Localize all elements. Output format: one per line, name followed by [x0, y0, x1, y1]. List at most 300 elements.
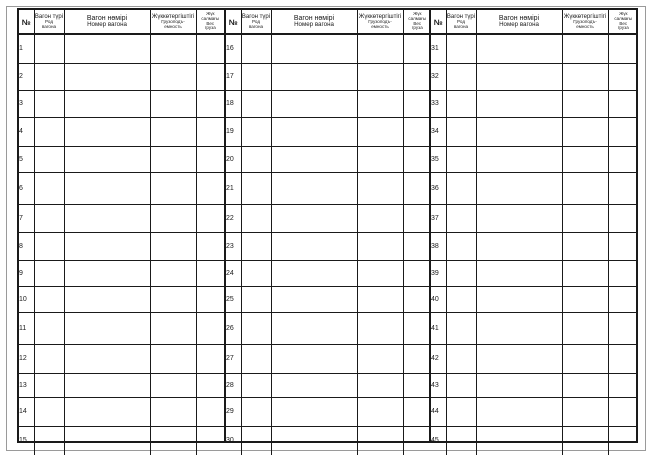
wagon-type-cell[interactable] [446, 232, 476, 260]
header-cargo-weight-kz: Жүк [413, 11, 422, 17]
table-row [19, 397, 224, 426]
header-capacity [562, 10, 608, 34]
wagon-number-cell[interactable] [64, 397, 150, 426]
wagon-type-cell[interactable] [446, 426, 476, 455]
header-cargo-weight [196, 10, 224, 34]
cargo-weight-cell[interactable] [608, 146, 638, 172]
header-wagon-number-ru: Номер вагона [294, 20, 334, 28]
cargo-weight-cell[interactable] [403, 117, 431, 146]
capacity-cell[interactable] [150, 34, 196, 63]
wagon-number-cell[interactable] [64, 117, 150, 146]
wagon-number-cell[interactable] [64, 63, 150, 90]
wagon-number-cell[interactable] [476, 286, 562, 312]
header-capacity-ru: Грузоподъ- [573, 18, 597, 24]
cargo-weight-cell[interactable] [196, 373, 224, 397]
header-wagon-type-ru: Род [457, 18, 465, 24]
capacity-cell[interactable] [357, 117, 403, 146]
capacity-cell[interactable] [150, 397, 196, 426]
row-number: 23 [226, 232, 241, 260]
cargo-weight-cell[interactable] [608, 232, 638, 260]
table-row [431, 117, 638, 146]
wagon-list-form [17, 8, 638, 443]
wagon-number-cell[interactable] [476, 204, 562, 232]
table-row [19, 34, 224, 63]
wagon-number-cell[interactable] [271, 312, 357, 344]
header-number: № [431, 10, 446, 34]
wagon-type-cell[interactable] [34, 34, 64, 63]
cargo-weight-cell[interactable] [196, 312, 224, 344]
cargo-weight-cell[interactable] [403, 90, 431, 117]
header-row [226, 10, 431, 34]
wagon-number-cell[interactable] [271, 373, 357, 397]
row-number: 21 [226, 172, 241, 204]
cargo-weight-cell[interactable] [196, 286, 224, 312]
capacity-cell[interactable] [562, 232, 608, 260]
cargo-weight-cell[interactable] [608, 260, 638, 286]
table-row [19, 260, 224, 286]
row-number: 15 [19, 426, 34, 455]
table-row [19, 172, 224, 204]
wagon-type-cell[interactable] [241, 232, 271, 260]
header-wagon-type-ru: вагона [248, 23, 264, 29]
capacity-cell[interactable] [150, 90, 196, 117]
header-number: № [226, 10, 241, 34]
table-row [19, 232, 224, 260]
capacity-cell[interactable] [562, 426, 608, 455]
cargo-weight-cell[interactable] [403, 146, 431, 172]
wagon-number-cell[interactable] [271, 90, 357, 117]
wagon-number-cell[interactable] [64, 172, 150, 204]
cargo-weight-cell[interactable] [403, 373, 431, 397]
wagon-type-cell[interactable] [446, 312, 476, 344]
capacity-cell[interactable] [357, 344, 403, 373]
cargo-weight-cell[interactable] [608, 397, 638, 426]
wagon-number-cell[interactable] [476, 172, 562, 204]
row-number: 9 [19, 260, 34, 286]
header-cargo-weight [608, 10, 638, 34]
wagon-type-cell[interactable] [34, 426, 64, 455]
wagon-type-cell[interactable] [241, 286, 271, 312]
header-cargo-weight-ru: Вес [413, 20, 422, 26]
capacity-cell[interactable] [150, 63, 196, 90]
row-number: 24 [226, 260, 241, 286]
wagon-number-cell[interactable] [271, 286, 357, 312]
header-wagon-type [446, 10, 476, 34]
header-cargo-weight-ru: Вес [619, 20, 628, 26]
table-row [226, 373, 431, 397]
row-number: 20 [226, 146, 241, 172]
capacity-cell[interactable] [357, 34, 403, 63]
capacity-cell[interactable] [150, 286, 196, 312]
header-wagon-number [476, 10, 562, 34]
header-cargo-weight-ru: груза [204, 25, 216, 31]
capacity-cell[interactable] [357, 426, 403, 455]
capacity-cell[interactable] [150, 344, 196, 373]
header-wagon-number-kz: Вагон нөмірі [498, 14, 540, 22]
wagon-type-cell[interactable] [241, 34, 271, 63]
cargo-weight-cell[interactable] [196, 146, 224, 172]
cargo-weight-cell[interactable] [608, 373, 638, 397]
wagon-number-cell[interactable] [476, 260, 562, 286]
header-cargo-weight-kz: салмағы [408, 15, 427, 21]
capacity-cell[interactable] [562, 286, 608, 312]
header-wagon-type-ru: Род [45, 18, 53, 24]
wagon-number-cell[interactable] [476, 34, 562, 63]
capacity-cell[interactable] [150, 172, 196, 204]
wagon-type-cell[interactable] [241, 397, 271, 426]
table-row [19, 90, 224, 117]
wagon-number-cell[interactable] [476, 63, 562, 90]
cargo-weight-cell[interactable] [196, 172, 224, 204]
wagon-number-cell[interactable] [476, 146, 562, 172]
wagon-type-cell[interactable] [446, 204, 476, 232]
wagon-type-cell[interactable] [446, 172, 476, 204]
wagon-number-cell[interactable] [476, 426, 562, 455]
wagon-number-cell[interactable] [64, 312, 150, 344]
cargo-weight-cell[interactable] [196, 204, 224, 232]
table-row [226, 63, 431, 90]
table-row [226, 344, 431, 373]
row-number: 26 [226, 312, 241, 344]
wagon-number-cell[interactable] [64, 426, 150, 455]
cargo-weight-cell[interactable] [608, 34, 638, 63]
row-number: 1 [19, 34, 34, 63]
row-number: 41 [431, 312, 446, 344]
capacity-cell[interactable] [357, 397, 403, 426]
cargo-weight-cell[interactable] [403, 232, 431, 260]
wagon-number-cell[interactable] [476, 117, 562, 146]
wagon-number-cell[interactable] [271, 117, 357, 146]
wagon-number-cell[interactable] [64, 34, 150, 63]
capacity-cell[interactable] [562, 397, 608, 426]
capacity-cell[interactable] [150, 117, 196, 146]
wagon-number-cell[interactable] [476, 312, 562, 344]
wagon-type-cell[interactable] [446, 373, 476, 397]
cargo-weight-cell[interactable] [608, 204, 638, 232]
table-row [431, 426, 638, 455]
row-number: 11 [19, 312, 34, 344]
wagon-table [431, 10, 638, 455]
header-wagon-number-kz: Вагон нөмірі [86, 14, 128, 22]
cargo-weight-cell[interactable] [403, 344, 431, 373]
table-row [431, 63, 638, 90]
cargo-weight-cell[interactable] [403, 397, 431, 426]
wagon-type-cell[interactable] [34, 146, 64, 172]
capacity-cell[interactable] [357, 232, 403, 260]
wagon-type-cell[interactable] [241, 172, 271, 204]
header-wagon-type-kz: Вагон түрі [241, 13, 271, 20]
capacity-cell[interactable] [357, 63, 403, 90]
cargo-weight-cell[interactable] [196, 344, 224, 373]
cargo-weight-cell[interactable] [608, 286, 638, 312]
wagon-type-cell[interactable] [446, 397, 476, 426]
wagon-type-cell[interactable] [446, 286, 476, 312]
wagon-type-cell[interactable] [34, 232, 64, 260]
cargo-weight-cell[interactable] [403, 426, 431, 455]
capacity-cell[interactable] [150, 232, 196, 260]
wagon-number-cell[interactable] [476, 373, 562, 397]
cargo-weight-cell[interactable] [196, 63, 224, 90]
table-row [431, 204, 638, 232]
cargo-weight-cell[interactable] [196, 260, 224, 286]
table-row [226, 312, 431, 344]
table-row [431, 373, 638, 397]
row-number: 30 [226, 426, 241, 455]
wagon-type-cell[interactable] [34, 63, 64, 90]
capacity-cell[interactable] [357, 312, 403, 344]
capacity-cell[interactable] [562, 117, 608, 146]
wagon-type-cell[interactable] [241, 260, 271, 286]
row-number: 32 [431, 63, 446, 90]
table-row [226, 260, 431, 286]
header-capacity-ru: Грузоподъ- [368, 18, 392, 24]
cargo-weight-cell[interactable] [608, 426, 638, 455]
row-number: 12 [19, 344, 34, 373]
header-row [431, 10, 638, 34]
capacity-cell[interactable] [150, 312, 196, 344]
row-number: 29 [226, 397, 241, 426]
capacity-cell[interactable] [150, 426, 196, 455]
capacity-cell[interactable] [150, 373, 196, 397]
wagon-type-cell[interactable] [241, 426, 271, 455]
row-number: 6 [19, 172, 34, 204]
header-wagon-type-ru: вагона [41, 23, 57, 29]
wagon-number-cell[interactable] [271, 260, 357, 286]
capacity-cell[interactable] [562, 344, 608, 373]
wagon-type-cell[interactable] [34, 286, 64, 312]
header-cargo-weight-kz: Жүк [619, 11, 628, 17]
cargo-weight-cell[interactable] [403, 312, 431, 344]
wagon-type-cell[interactable] [34, 90, 64, 117]
header-wagon-number-ru: Номер вагона [499, 20, 539, 28]
table-row [226, 172, 431, 204]
wagon-type-cell[interactable] [34, 260, 64, 286]
row-number: 35 [431, 146, 446, 172]
cargo-weight-cell[interactable] [403, 172, 431, 204]
header-cargo-weight-ru: Вес [206, 20, 215, 26]
header-cargo-weight [403, 10, 431, 34]
wagon-type-cell[interactable] [446, 90, 476, 117]
row-number: 16 [226, 34, 241, 63]
wagon-number-cell[interactable] [64, 146, 150, 172]
capacity-cell[interactable] [562, 63, 608, 90]
wagon-number-cell[interactable] [271, 204, 357, 232]
cargo-weight-cell[interactable] [196, 397, 224, 426]
wagon-number-cell[interactable] [64, 232, 150, 260]
wagon-type-cell[interactable] [34, 344, 64, 373]
row-number: 3 [19, 90, 34, 117]
row-number: 42 [431, 344, 446, 373]
cargo-weight-cell[interactable] [403, 34, 431, 63]
wagon-type-cell[interactable] [241, 63, 271, 90]
wagon-table [19, 10, 224, 455]
cargo-weight-cell[interactable] [196, 232, 224, 260]
wagon-number-cell[interactable] [271, 34, 357, 63]
table-section-2 [224, 10, 429, 445]
wagon-type-cell[interactable] [446, 260, 476, 286]
wagon-number-cell[interactable] [271, 232, 357, 260]
wagon-number-cell[interactable] [476, 232, 562, 260]
row-number: 7 [19, 204, 34, 232]
wagon-type-cell[interactable] [34, 204, 64, 232]
capacity-cell[interactable] [357, 90, 403, 117]
capacity-cell[interactable] [357, 286, 403, 312]
header-number: № [19, 10, 34, 34]
cargo-weight-cell[interactable] [196, 34, 224, 63]
wagon-number-cell[interactable] [271, 63, 357, 90]
wagon-type-cell[interactable] [34, 397, 64, 426]
wagon-number-cell[interactable] [64, 373, 150, 397]
row-number: 33 [431, 90, 446, 117]
table-row [226, 146, 431, 172]
table-row [431, 90, 638, 117]
table-row [19, 312, 224, 344]
row-number: 2 [19, 63, 34, 90]
wagon-table [226, 10, 431, 455]
cargo-weight-cell[interactable] [403, 63, 431, 90]
wagon-type-cell[interactable] [446, 63, 476, 90]
cargo-weight-cell[interactable] [608, 90, 638, 117]
wagon-number-cell[interactable] [64, 204, 150, 232]
table-row [226, 204, 431, 232]
header-capacity [150, 10, 196, 34]
wagon-number-cell[interactable] [64, 286, 150, 312]
row-number: 22 [226, 204, 241, 232]
wagon-type-cell[interactable] [34, 172, 64, 204]
header-capacity-ru: емность [371, 23, 389, 29]
cargo-weight-cell[interactable] [608, 63, 638, 90]
capacity-cell[interactable] [357, 204, 403, 232]
wagon-type-cell[interactable] [446, 344, 476, 373]
wagon-type-cell[interactable] [241, 90, 271, 117]
table-row [19, 426, 224, 455]
header-wagon-type-ru: вагона [453, 23, 469, 29]
cargo-weight-cell[interactable] [608, 172, 638, 204]
header-capacity [357, 10, 403, 34]
table-section-3 [429, 10, 636, 445]
wagon-number-cell[interactable] [271, 397, 357, 426]
capacity-cell[interactable] [562, 260, 608, 286]
header-wagon-number [64, 10, 150, 34]
wagon-number-cell[interactable] [271, 344, 357, 373]
header-wagon-type-ru: Род [252, 18, 260, 24]
wagon-type-cell[interactable] [34, 312, 64, 344]
capacity-cell[interactable] [150, 146, 196, 172]
capacity-cell[interactable] [150, 204, 196, 232]
wagon-number-cell[interactable] [64, 90, 150, 117]
header-wagon-type [241, 10, 271, 34]
wagon-type-cell[interactable] [34, 117, 64, 146]
capacity-cell[interactable] [562, 34, 608, 63]
row-number: 44 [431, 397, 446, 426]
row-number: 43 [431, 373, 446, 397]
cargo-weight-cell[interactable] [608, 312, 638, 344]
table-row [431, 344, 638, 373]
wagon-type-cell[interactable] [241, 312, 271, 344]
cargo-weight-cell[interactable] [196, 90, 224, 117]
wagon-number-cell[interactable] [476, 344, 562, 373]
table-row [226, 90, 431, 117]
row-number: 39 [431, 260, 446, 286]
capacity-cell[interactable] [562, 172, 608, 204]
header-capacity-ru: емность [164, 23, 182, 29]
table-row [19, 117, 224, 146]
capacity-cell[interactable] [357, 373, 403, 397]
table-row [19, 344, 224, 373]
header-wagon-number-ru: Номер вагона [87, 20, 127, 28]
wagon-number-cell[interactable] [476, 90, 562, 117]
header-wagon-type-kz: Вагон түрі [34, 13, 64, 20]
header-cargo-weight-kz: салмағы [614, 15, 633, 21]
wagon-number-cell[interactable] [271, 172, 357, 204]
cargo-weight-cell[interactable] [403, 260, 431, 286]
table-row [431, 286, 638, 312]
header-wagon-type-kz: Вагон түрі [446, 13, 476, 20]
wagon-type-cell[interactable] [241, 146, 271, 172]
wagon-number-cell[interactable] [64, 260, 150, 286]
wagon-number-cell[interactable] [476, 397, 562, 426]
wagon-number-cell[interactable] [64, 344, 150, 373]
header-capacity-ru: емность [576, 23, 594, 29]
row-number: 5 [19, 146, 34, 172]
row-number: 45 [431, 426, 446, 455]
capacity-cell[interactable] [357, 146, 403, 172]
cargo-weight-cell[interactable] [196, 426, 224, 455]
row-number: 31 [431, 34, 446, 63]
row-number: 17 [226, 63, 241, 90]
row-number: 34 [431, 117, 446, 146]
wagon-type-cell[interactable] [446, 117, 476, 146]
header-cargo-weight-ru: груза [617, 25, 629, 31]
cargo-weight-cell[interactable] [608, 344, 638, 373]
capacity-cell[interactable] [357, 172, 403, 204]
capacity-cell[interactable] [150, 260, 196, 286]
capacity-cell[interactable] [357, 260, 403, 286]
capacity-cell[interactable] [562, 204, 608, 232]
row-number: 19 [226, 117, 241, 146]
row-number: 10 [19, 286, 34, 312]
wagon-type-cell[interactable] [241, 344, 271, 373]
wagon-number-cell[interactable] [271, 426, 357, 455]
table-row [431, 312, 638, 344]
capacity-cell[interactable] [562, 373, 608, 397]
row-number: 14 [19, 397, 34, 426]
cargo-weight-cell[interactable] [196, 117, 224, 146]
table-row [226, 286, 431, 312]
row-number: 25 [226, 286, 241, 312]
wagon-type-cell[interactable] [446, 34, 476, 63]
capacity-cell[interactable] [562, 90, 608, 117]
header-row [19, 10, 224, 34]
cargo-weight-cell[interactable] [403, 204, 431, 232]
wagon-type-cell[interactable] [241, 204, 271, 232]
capacity-cell[interactable] [562, 312, 608, 344]
row-number: 28 [226, 373, 241, 397]
wagon-type-cell[interactable] [241, 373, 271, 397]
wagon-type-cell[interactable] [446, 146, 476, 172]
row-number: 4 [19, 117, 34, 146]
cargo-weight-cell[interactable] [403, 286, 431, 312]
table-row [226, 426, 431, 455]
table-row [19, 146, 224, 172]
table-row [431, 146, 638, 172]
cargo-weight-cell[interactable] [608, 117, 638, 146]
table-row [431, 260, 638, 286]
wagon-number-cell[interactable] [271, 146, 357, 172]
wagon-type-cell[interactable] [34, 373, 64, 397]
capacity-cell[interactable] [562, 146, 608, 172]
wagon-type-cell[interactable] [241, 117, 271, 146]
